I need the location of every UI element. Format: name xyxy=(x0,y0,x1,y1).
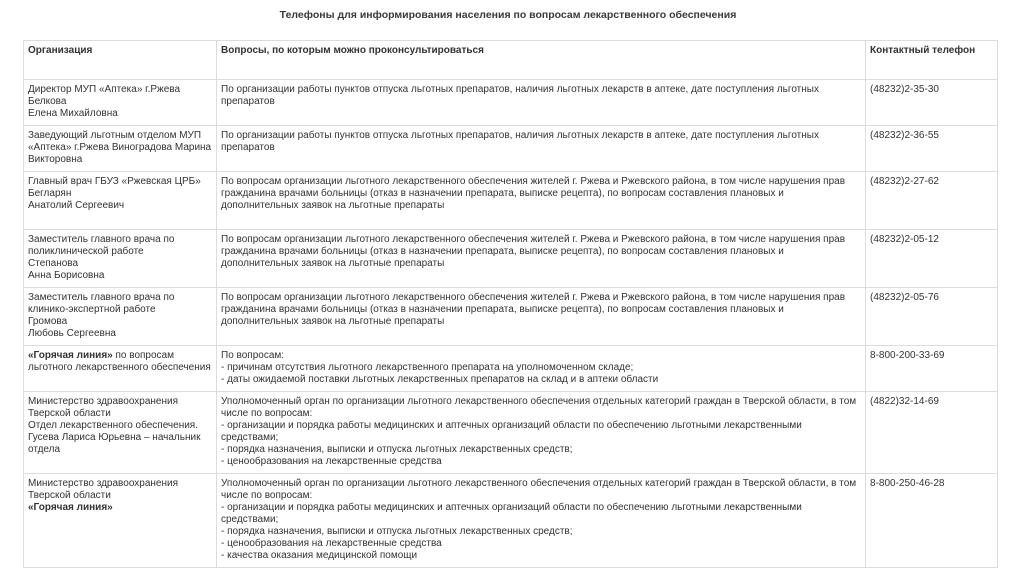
cell-phone: (48232)2-35-30 xyxy=(866,80,998,126)
question-line: По вопросам организации льготного лекарственного обеспечения жителей г. Ржева и Ржевского района, в том числе нарушения прав гражданина врачами больницы (отказ в назначении препарата, выписке рецепта), по вопросам составления плановых и дополнительных заявок на льготные препараты xyxy=(221,292,846,327)
cell-organization xyxy=(24,230,217,288)
table-row xyxy=(24,126,998,172)
header-organization: Организация xyxy=(24,41,217,80)
org-line: Отдел лекарственного обеспечения. xyxy=(28,420,198,431)
table-row xyxy=(24,230,998,288)
header-phone: Контактный телефон xyxy=(866,41,998,80)
org-line: Заместитель главного врача по поликлинической работе xyxy=(28,234,175,257)
org-text: по вопросам льготного лекарственного обеспечения xyxy=(28,350,211,373)
org-line: Заведующий льготным отделом МУП «Аптека» г.Ржева Виноградова Марина Викторовна xyxy=(28,130,212,165)
org-line: Министерство здравоохранения Тверской области xyxy=(28,396,178,419)
question-line: - порядка назначения, выписки и отпуска льготных лекарственных средств; xyxy=(221,526,573,537)
table-row xyxy=(24,288,998,346)
cell-questions xyxy=(217,346,866,392)
org-line: Директор МУП «Аптека» г.Ржева xyxy=(28,84,181,95)
question-line: По вопросам организации льготного лекарственного обеспечения жителей г. Ржева и Ржевского района, в том числе нарушения прав гражданина врачами больницы (отказ в назначении препарата, выписке рецепта), по вопросам составления плановых и дополнительных заявок на льготные препараты xyxy=(221,176,846,211)
question-line: - причинам отсутствия льготного лекарственного препарата на уполномоченном складе; xyxy=(221,362,634,373)
cell-questions xyxy=(217,172,866,230)
cell-questions xyxy=(217,392,866,474)
cell-organization xyxy=(24,126,217,172)
question-line: - ценообразования на лекарственные средства xyxy=(221,538,442,549)
org-line: Министерство здравоохранения Тверской области xyxy=(28,478,178,501)
org-line: Любовь Сергеевна xyxy=(28,328,116,339)
cell-phone: 8-800-200-33-69 xyxy=(866,346,998,392)
question-line: По организации работы пунктов отпуска льготных препаратов, наличия льготных лекарств в аптеке, дате поступления льготных препаратов xyxy=(221,84,819,107)
question-line: По вопросам организации льготного лекарственного обеспечения жителей г. Ржева и Ржевского района, в том числе нарушения прав гражданина врачами больницы (отказ в назначении препарата, выписке рецепта), по вопросам составления плановых и дополнительных заявок на льготные препараты xyxy=(221,234,846,269)
cell-questions xyxy=(217,288,866,346)
header-questions: Вопросы, по которым можно проконсультироваться xyxy=(217,41,866,80)
table-row xyxy=(24,474,998,568)
table-row xyxy=(24,346,998,392)
cell-questions xyxy=(217,230,866,288)
org-line: Главный врач ГБУЗ «Ржевская ЦРБ» xyxy=(28,176,201,187)
cell-organization xyxy=(24,172,217,230)
cell-organization xyxy=(24,80,217,126)
org-line: Заместитель главного врача по клинико-экспертной работе xyxy=(28,292,175,315)
cell-phone: (48232)2-05-12 xyxy=(866,230,998,288)
cell-phone: (48232)2-05-76 xyxy=(866,288,998,346)
cell-questions xyxy=(217,80,866,126)
org-hotline-label: «Горячая линия» xyxy=(28,502,113,513)
org-line: Белкова xyxy=(28,96,67,107)
question-line: Уполномоченный орган по организации льготного лекарственного обеспечения отдельных категорий граждан в Тверской области, в том числе по вопросам: xyxy=(221,396,857,419)
org-line: Елена Михайловна xyxy=(28,108,118,119)
org-line: Громова xyxy=(28,316,68,327)
org-line: Бегларян xyxy=(28,188,72,199)
page-title: Телефоны для информирования населения по вопросам лекарственного обеспечения xyxy=(279,9,737,21)
cell-phone: (48232)2-27-62 xyxy=(866,172,998,230)
question-line: - порядка назначения, выписки и отпуска льготных лекарственных средств; xyxy=(221,444,573,455)
table-body xyxy=(24,80,998,568)
question-line: - организации и порядка работы медицинских и аптечных организаций области по обеспечению льготными лекарственными средствами; xyxy=(221,502,802,525)
question-line: По вопросам: xyxy=(221,350,285,361)
cell-questions xyxy=(217,126,866,172)
cell-organization xyxy=(24,474,217,568)
org-line: Гусева Лариса Юрьевна – начальник отдела xyxy=(28,432,201,455)
cell-organization xyxy=(24,288,217,346)
table-row xyxy=(24,172,998,230)
cell-phone: 8-800-250-46-28 xyxy=(866,474,998,568)
cell-questions xyxy=(217,474,866,568)
cell-phone: (4822)32-14-69 xyxy=(866,392,998,474)
org-line: Степанова xyxy=(28,258,79,269)
org-hotline-label: «Горячая линия» xyxy=(28,350,113,361)
table-row xyxy=(24,80,998,126)
org-line: Анна Борисовна xyxy=(28,270,105,281)
question-line: - организации и порядка работы медицинских и аптечных организаций области по обеспечению льготными лекарственными средствами; xyxy=(221,420,802,443)
cell-organization xyxy=(24,392,217,474)
question-line: - ценообразования на лекарственные средства xyxy=(221,456,442,467)
cell-phone: (48232)2-36-55 xyxy=(866,126,998,172)
cell-organization xyxy=(24,346,217,392)
org-line: Анатолий Сергеевич xyxy=(28,200,125,211)
table-header-row xyxy=(24,41,998,80)
contacts-table xyxy=(23,40,998,568)
question-line: Уполномоченный орган по организации льготного лекарственного обеспечения отдельных категорий граждан в Тверской области, в том числе по вопросам: xyxy=(221,478,857,501)
question-line: - качества оказания медицинской помощи xyxy=(221,550,418,561)
question-line: По организации работы пунктов отпуска льготных препаратов, наличия льготных лекарств в аптеке, дате поступления льготных препаратов xyxy=(221,130,819,153)
question-line: - даты ожидаемой поставки льготных лекарственных препаратов на склад и в аптеки области xyxy=(221,374,659,385)
table-row xyxy=(24,392,998,474)
